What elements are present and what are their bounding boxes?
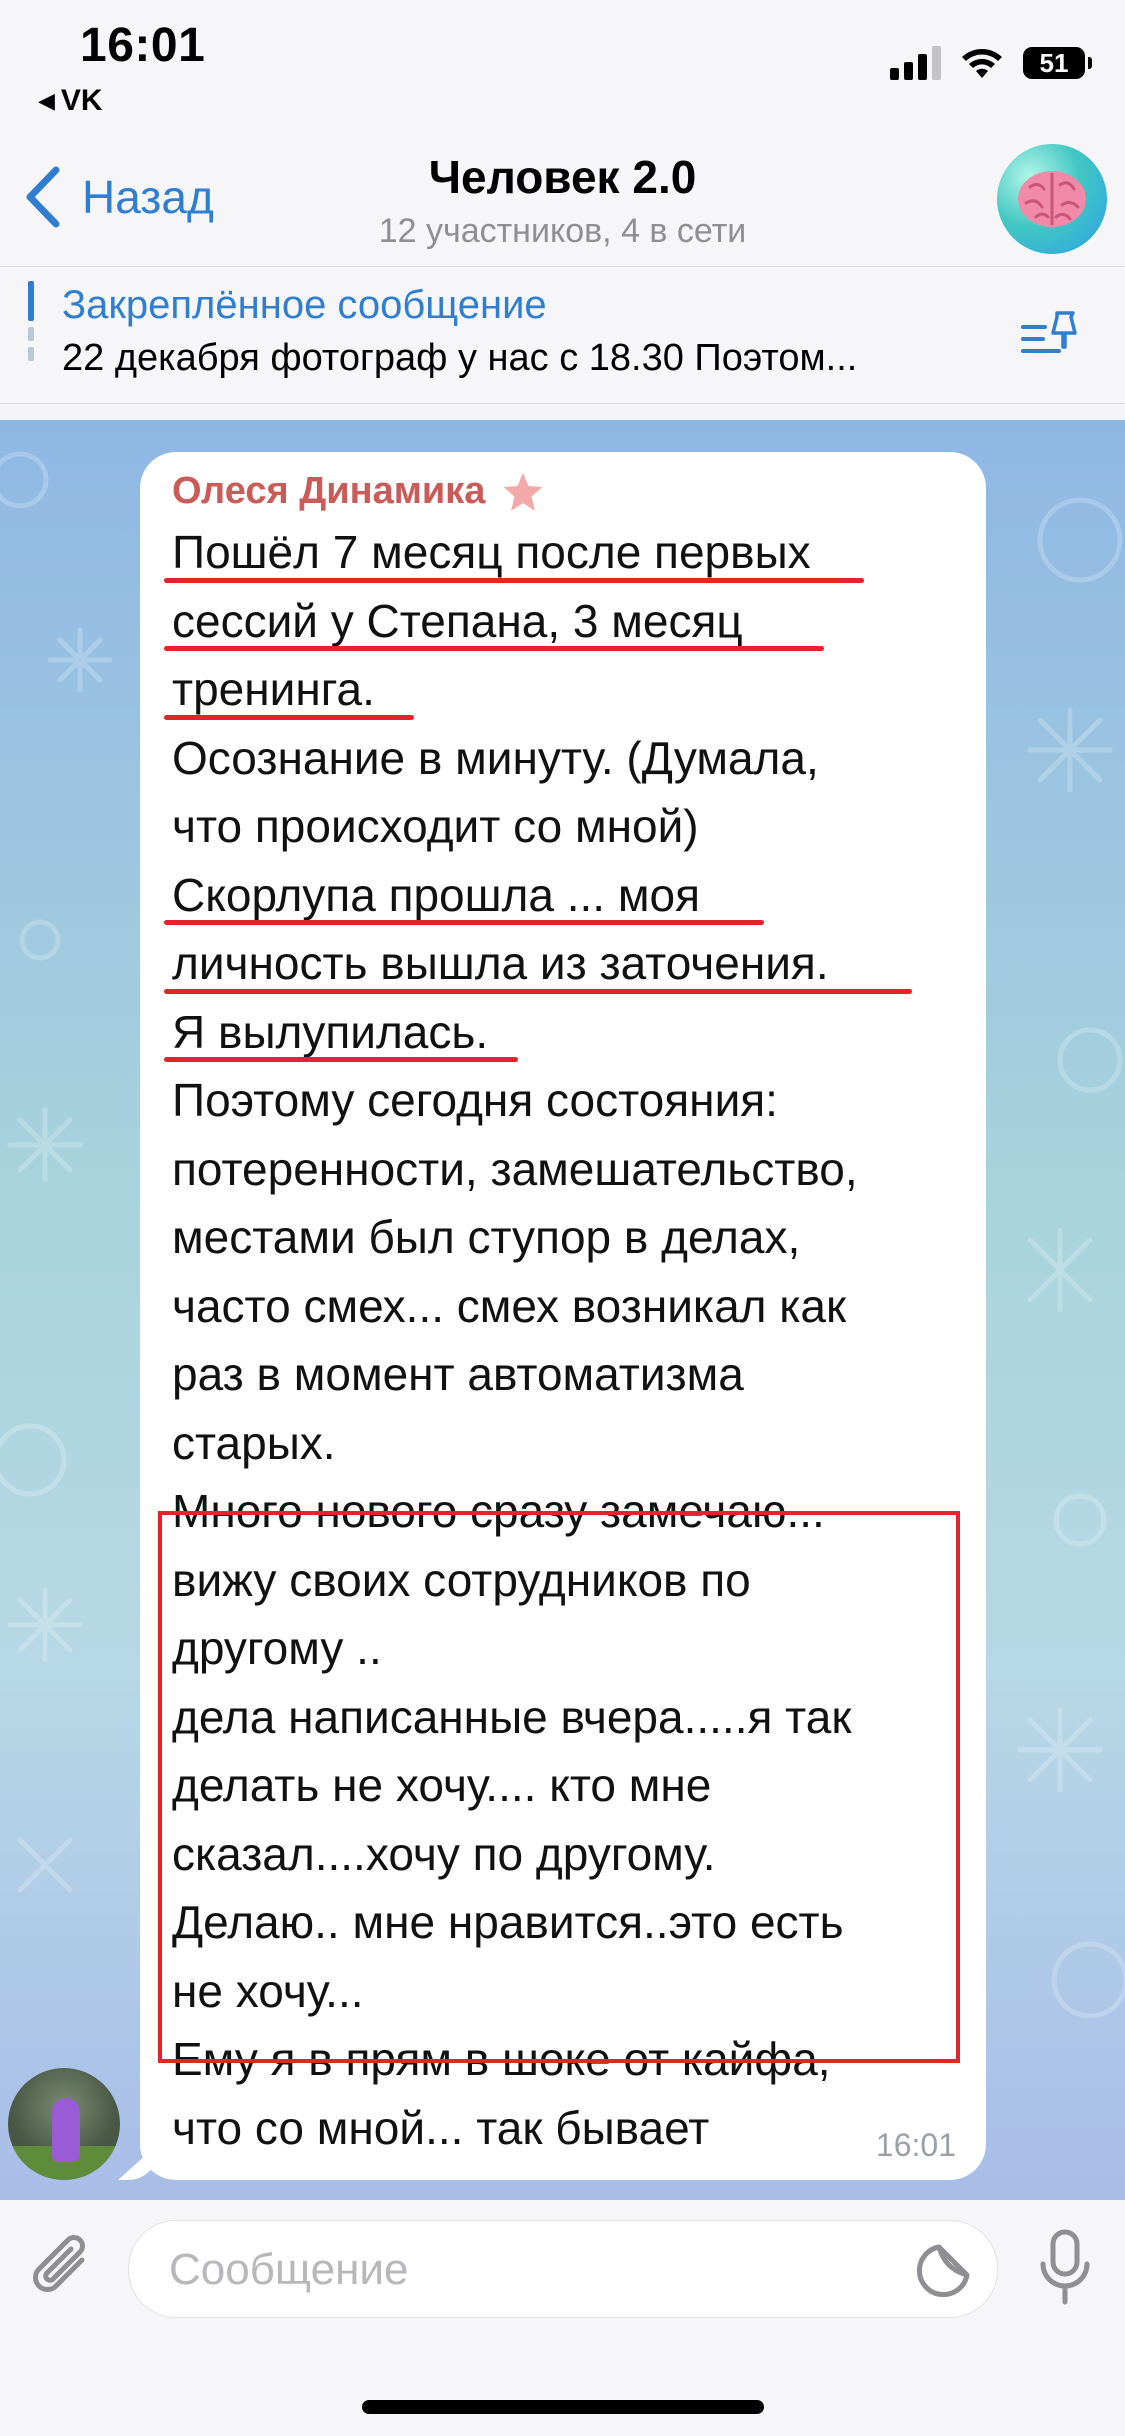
back-app-label: VK bbox=[60, 84, 103, 117]
message-line: часто смех... смех возникал как bbox=[172, 1279, 847, 1332]
chat-title-block[interactable] bbox=[0, 150, 1125, 251]
message-line: не хочу... bbox=[172, 1964, 364, 2017]
highlight-box bbox=[158, 1511, 960, 2063]
back-label: Назад bbox=[82, 171, 214, 223]
message-line: Я вылупилась. bbox=[172, 998, 972, 1067]
message-line: сессий у Степана, 3 месяц bbox=[172, 587, 972, 656]
sender-avatar[interactable] bbox=[8, 2068, 120, 2180]
message-line: Поэтому сегодня состояния: bbox=[172, 1074, 778, 1126]
chat-subtitle: 12 участников, 4 в сети bbox=[378, 212, 747, 250]
back-triangle-icon: ◀ bbox=[38, 88, 55, 113]
message-line: Ему я в прям в шоке от кайфа, bbox=[172, 2033, 831, 2085]
message-line: Осознание в минуту. (Думала, bbox=[172, 731, 819, 784]
back-to-app-button[interactable] bbox=[38, 84, 103, 118]
pinned-list-icon[interactable] bbox=[1019, 307, 1083, 363]
group-avatar[interactable] bbox=[997, 144, 1107, 254]
message-line: Скорлупа прошла ... моя bbox=[172, 861, 972, 930]
wifi-icon bbox=[959, 46, 1005, 80]
pinned-message-bar[interactable] bbox=[0, 266, 1125, 404]
pinned-title: Закреплённое сообщение bbox=[62, 283, 547, 327]
brain-icon bbox=[1012, 163, 1092, 235]
message-line: тренинга. bbox=[172, 655, 972, 724]
chat-header bbox=[0, 140, 1125, 266]
microphone-icon[interactable] bbox=[1037, 2228, 1093, 2308]
message-placeholder: Сообщение bbox=[169, 2245, 409, 2294]
message-line: что происходит со мной) bbox=[172, 800, 699, 852]
message-line: местами был ступор в делах, bbox=[172, 1211, 801, 1263]
status-icons bbox=[890, 46, 1085, 80]
message-line: сказал....хочу по другому. bbox=[172, 1827, 716, 1880]
message-line: Пошёл 7 месяц после первых bbox=[172, 518, 972, 587]
message-line: старых. bbox=[172, 1416, 336, 1469]
message-line: Делаю.. мне нравится..это есть bbox=[172, 1896, 844, 1948]
message-time: 16:01 bbox=[875, 2127, 956, 2163]
pinned-indicator bbox=[28, 281, 34, 385]
message-input[interactable] bbox=[128, 2220, 998, 2318]
sticker-icon[interactable] bbox=[915, 2241, 973, 2299]
message-bubble[interactable] bbox=[140, 452, 986, 2180]
star-icon bbox=[501, 471, 545, 513]
message-line: Много нового сразу замечаю... bbox=[172, 1485, 825, 1537]
status-time: 16:01 bbox=[80, 19, 206, 72]
message-line: потеренности, замешательство, bbox=[172, 1142, 858, 1195]
pinned-text: 22 декабря фотограф у нас с 18.30 Поэтом... bbox=[62, 337, 858, 379]
attach-icon[interactable] bbox=[26, 2230, 102, 2306]
chat-title: Человек 2.0 bbox=[428, 151, 697, 203]
home-indicator[interactable] bbox=[362, 2400, 764, 2414]
cellular-signal-icon bbox=[890, 46, 941, 80]
message-line: делать не хочу.... кто мне bbox=[172, 1759, 712, 1811]
sender-name-label: Олеся Динамика bbox=[172, 470, 486, 512]
status-bar bbox=[0, 0, 1125, 140]
message-line: раз в момент автоматизма bbox=[172, 1348, 744, 1400]
message-line: дела написанные вчера.....я так bbox=[172, 1690, 852, 1743]
chat-area[interactable] bbox=[0, 420, 1125, 2200]
message-line: личность вышла из заточения. bbox=[172, 929, 972, 998]
message-line: что со мной... так бывает bbox=[172, 2101, 710, 2154]
sender-name[interactable] bbox=[172, 470, 545, 513]
battery-icon: 51 bbox=[1023, 47, 1085, 79]
message-line: другому .. bbox=[172, 1622, 382, 1674]
message-line: вижу своих сотрудников по bbox=[172, 1553, 751, 1606]
